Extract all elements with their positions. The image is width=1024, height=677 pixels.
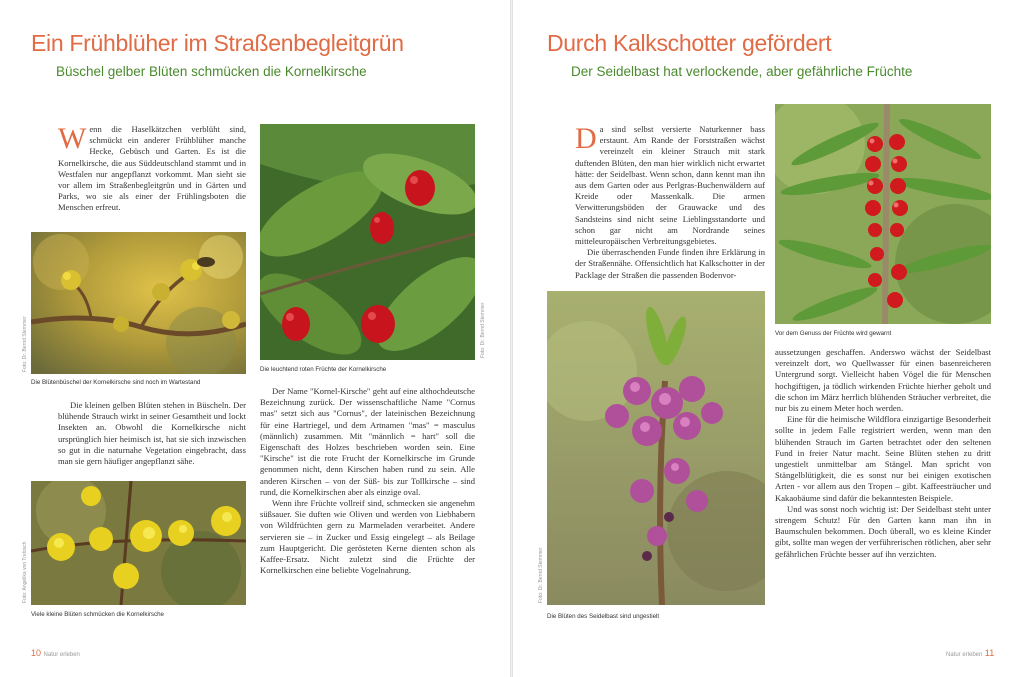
left-page-subtitle: Büschel gelber Blüten schmücken die Kornelkirsche (56, 64, 367, 79)
magazine-name-left: Natur erleben (43, 652, 80, 658)
photo-cornel-buds (31, 232, 246, 374)
photo-daphne-flowers (547, 291, 765, 605)
page-number-right: 11 (984, 648, 995, 658)
dropcap-w: W (58, 124, 87, 155)
photo-credit-buds: Foto: Dr. Bernd Stemmer (22, 316, 28, 372)
intro-text-right: a sind selbst versierte Naturkenner bass erstaunt. Am Rande der Forststraßen wächst vereinzelt ein kleiner Strauch mit stark duftenden Blüten, den man hier wirklich nicht erwartet hätte: der Seidelbast. Wenn schon, dann kennt man ihn aus dem Garten oder aus Perlgras-Buchenwäldern auf Kreide oder Massenkalk. Die armen Verwitterungsböden der Grauwacke und des Sandsteins sind nicht seine Lieblingsstandorte und schon gar nicht am Nordrande seines mitteleuropäischen Verbreitungsgebietes. (575, 124, 765, 247)
right-page-subtitle: Der Seidelbast hat verlockende, aber gefährliche Früchte (571, 64, 913, 79)
paragraph-blossoms (58, 400, 246, 476)
paragraph-findings: Die überraschenden Funde finden ihre Erklärung in der Straßennähe. Offensichtlich hat Kalkschotter in der Packlage der Straßen die passenden Bodenvor- (575, 247, 765, 280)
paragraph-conditions: aussetzungen geschaffen. Anderswo wächst der Seidelbast vereinzelt dort, wo Quellwasser für einen basenreicheren Untergrund sorgt. Vielleicht haben Vögel die für Menschen hochgiftigen, ja tödlich wirkenden Früchte hierher geholt und die schon im März herrlich blühenden Sträucher verbreitet, die nur bis zu einem Meter hoch werden. (775, 347, 991, 414)
page-number-left: 10 (31, 648, 42, 658)
paragraph-fruit: Wenn ihre Früchte vollreif sind, schmecken sie angenehm süßsauer. Sie duften wie Oliven und werden von Liebhabern von Wildfrüchten gern zu Marmeladen verarbeitet. Andere servieren sie – in Zucker und Essig eingelegt – als Beilage zum Hauptgericht. Die gerösteten Kerne dienten schon als Kaffee-Ersatz. Nicht zuletzt sind die Früchte der Kornelkirschen eine beliebte Vogelnahrung. (260, 498, 475, 576)
photo-cornel-berries (260, 124, 475, 360)
intro-paragraph-right (575, 124, 765, 287)
left-page-title: Ein Frühblüher im Straßenbegleitgrün (31, 30, 404, 56)
caption-cornel-blossoms: Viele kleine Blüten schmücken die Kornelkirsche (31, 611, 164, 618)
paragraph-blossoms-text: Die kleinen gelben Blüten stehen in Büscheln. Der blühende Strauch wirkt in seiner Gesamtheit und lockt Insekten an. Obwohl die Kornelkirsche nicht ursprünglich hier heimisch ist, hat sie sich inzwischen so gut in die naturnahe Vegetation eingebracht, dass man sie gern häufiger angepflanzt sähe. (58, 400, 246, 467)
caption-daphne-flowers: Die Blüten des Seidelbast sind ungestielt (547, 613, 660, 620)
dropcap-d: D (575, 124, 597, 155)
column-name-fruit (260, 386, 475, 624)
page-folio-right (946, 648, 994, 658)
photo-credit-blossoms: Foto: Angelika von Trebisch (22, 541, 28, 603)
paragraph-protection: Und was sonst noch wichtig ist: Der Seidelbast steht unter strengem Schutz! Für den Garten kann man ihn in Baumschulen bekommen. Doch überall, wo es kleine Kinder gibt, sollte man wegen der verführerischen rötlichen, aber sehr gefährlichen Früchte besser auf ihn verzichten. (775, 503, 991, 559)
photo-credit-flowers: Foto: Dr. Bernd Stemmer (538, 547, 544, 603)
page-folio-left (31, 648, 80, 658)
paragraph-rarity: Eine für die heimische Wildflora einzigartige Besonderheit sollte in jedem Falle registriert werden, wenn man den blühenden Strauch im Garten betrachtet oder den seltenen Fund in freier Natur macht. Seine Blüten stehen zu dritt ungestielt unmittelbar am Stängel. Man spricht von Stängelblütigkeit, die es sonst nur bei einigen exotischen Arten - vor allem aus den Tropen – gibt. Kaffeesträucher und Kakaobäume sind dafür die bekanntesten Beispiele. (775, 414, 991, 503)
caption-cornel-berries: Die leuchtend roten Früchte der Kornelkirsche (260, 366, 387, 373)
right-page (513, 0, 1024, 677)
caption-cornel-buds: Die Blütenbüschel der Kornelkirsche sind noch im Wartestand (31, 379, 201, 386)
left-page (0, 0, 511, 677)
photo-daphne-fruits (775, 104, 991, 324)
right-page-title: Durch Kalkschotter gefördert (547, 30, 832, 56)
caption-daphne-fruits: Vor dem Genuss der Früchte wird gewarnt (775, 330, 892, 337)
photo-credit-berries: Foto: Dr. Bernd Stemmer (480, 302, 486, 358)
paragraph-name: Der Name "Kornel-Kirsche" geht auf eine althochdeutsche Bezeichnung zurück. Der wissenschaftliche Name "Cornus mas" setzt sich aus "Cornus", der lateinischen Bezeichnung für eine Hartriegel, und dem Artnamen "mas" = masculus (männlich) zusammen. Mit "männlich = hart" soll die Eigenschaft des Holzes beschrieben worden sein. Eine "Kirsche" ist die rote Frucht der Kornelkirsche im Grunde genommen nicht, denn Kirschen haben rund zu sein. Alle anderen Kirschen – von der Süß- bis zur Tollkirsche – sind rund, die Kornelkirschen aber als einzige oval. (260, 386, 475, 497)
column-conditions (775, 347, 991, 627)
intro-text: enn die Haselkätzchen verblüht sind, schmückt ein anderer Frühblüher manche Hecke, Gebüsch und Garten. Es ist die Kornelkirsche, die aus Süddeutschland stammt und in Westfalen nur angepflanzt vorkommt. Man sieht sie vor allem im Straßenbegleitgrün und in Gärten und Parks, wo sie als einer der Frühlingsboten die Menschen erfreut. (58, 124, 246, 213)
intro-paragraph-left (58, 124, 246, 224)
magazine-name-right: Natur erleben (946, 652, 983, 658)
photo-cornel-blossoms (31, 481, 246, 605)
